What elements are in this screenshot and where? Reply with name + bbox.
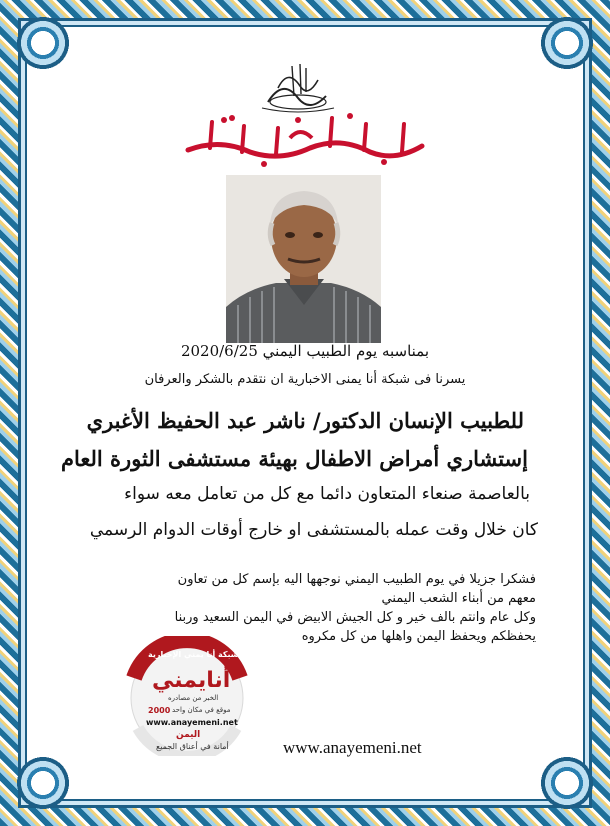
logo-count-text: موقع في مكان واحد — [172, 706, 231, 714]
wishes-line: يحفظكم ويحفظ اليمن واهلها من كل مكروه — [301, 629, 536, 644]
logo-site: www.anayemeni.net — [146, 718, 238, 727]
body-line: كان خلال وقت عمله بالمستشفى او خارج أوقات الدوام الرسمي — [89, 520, 538, 540]
corner-ornament-icon — [13, 13, 73, 73]
corner-ornament-icon — [13, 753, 73, 813]
doctor-portrait-photo — [226, 175, 381, 343]
corner-ornament-icon — [537, 13, 597, 73]
occasion-line: بمناسبه يوم الطبيب اليمني 2020/6/25 — [180, 342, 430, 360]
logo-country: اليمن — [176, 730, 201, 740]
logo-brand: أنايمني — [152, 668, 231, 693]
certificate-title-art — [180, 108, 430, 170]
thanks-line: معهم من أبناء الشعب اليمني — [381, 591, 536, 606]
logo-tagline: الخبر من مصادره — [168, 694, 219, 702]
body-line: بالعاصمة صنعاء المتعاون دائما مع كل من تعامل معه سواء — [124, 484, 530, 504]
corner-ornament-icon — [537, 753, 597, 813]
footer-url: www.anayemeni.net — [283, 738, 422, 757]
logo-count: 2000 — [148, 706, 171, 715]
logo-ring-text: شبكة أنا يمني الإخبارية — [148, 650, 239, 659]
anayemeni-logo — [104, 636, 270, 756]
thanks-line: فشكرا جزيلا في يوم الطبيب اليمني نوجهها اليه بإسم كل من تعاون — [177, 572, 536, 587]
gratitude-intro: يسرنا فى شبكة أنا يمنى الاخبارية ان نتقدم بالشكر والعرفان — [144, 372, 466, 387]
honoree-name: للطبيب الإنسان الدكتور/ ناشر عبد الحفيظ الأغبري — [86, 408, 524, 433]
wishes-line: وكل عام وانتم بالف خير و كل الجيش الابيض في اليمن السعيد وربنا — [174, 610, 536, 625]
honoree-title: إستشاري أمراض الاطفال بهيئة مستشفى الثورة العام — [60, 446, 528, 471]
logo-motto: أمانة في أعناق الجميع — [156, 742, 229, 751]
